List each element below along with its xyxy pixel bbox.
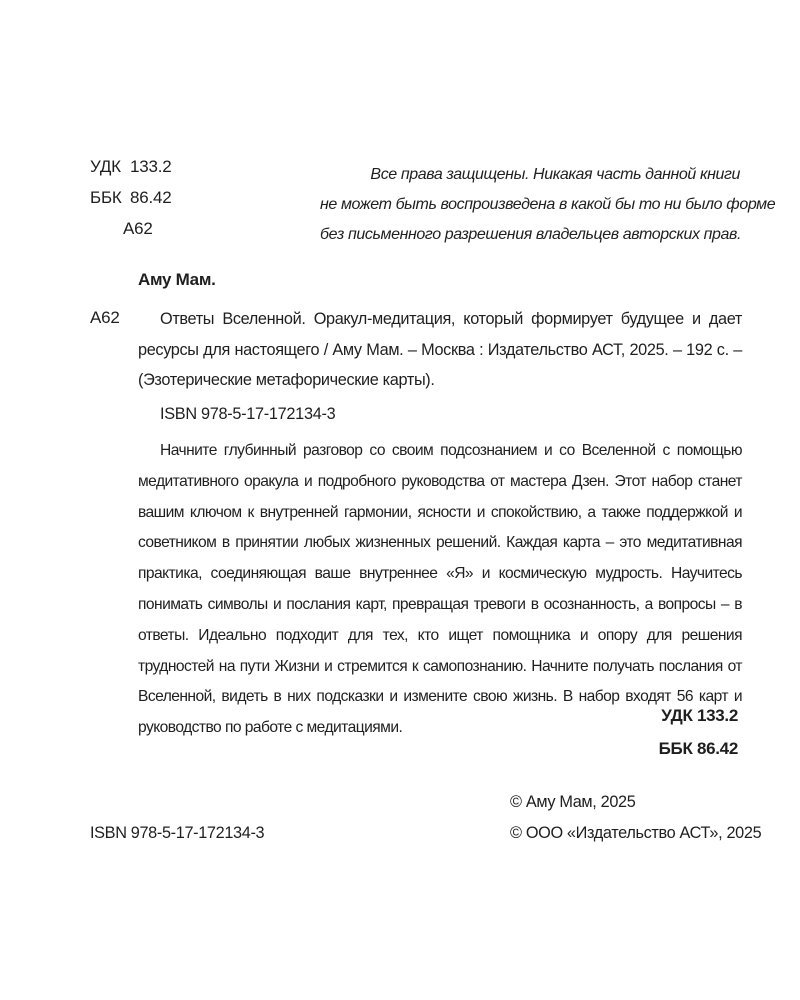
rights-notice-line: Все права защищены. Никакая часть данной книги xyxy=(370,166,740,183)
udk-value: 133.2 xyxy=(130,157,172,176)
copyright-publisher: © ООО «Издательство АСТ», 2025 xyxy=(510,824,762,842)
bbk-code: ББК 86.42 xyxy=(658,739,738,758)
bbk-label: ББК xyxy=(90,188,122,207)
copyright-author: © Аму Мам, 2025 xyxy=(510,793,636,811)
rights-notice xyxy=(320,160,776,250)
footer-isbn: ISBN 978-5-17-172134-3 xyxy=(90,824,265,842)
bibliographic-description: Ответы Вселенной. Оракул-медитация, который формирует будущее и дает ресурсы для настоящего / Аму Мам. – Москва : Издательство АСТ, 2025. – 192 с. – (Эзотерические метафорические карты). xyxy=(138,310,742,389)
rights-notice-line: не может быть воспроизведена в какой бы то ни было форме xyxy=(320,196,776,213)
bbk-value: 86.42 xyxy=(130,188,172,207)
udk-label: УДК xyxy=(90,157,121,176)
entry-sign: А62 xyxy=(90,308,120,327)
entry-isbn: ISBN 978-5-17-172134-3 xyxy=(160,405,336,423)
author-heading: Аму Мам. xyxy=(138,270,216,289)
annotation: Начните глубинный разговор со своим подсознанием и со Вселенной с помощью медитативного оракула и подробного руководства от мастера Дзен. Этот набор станет вашим ключом к внутренней гармонии, ясности и спокойствию, а также поддержкой и советником в принятии любых жизненных решений. Каждая карта – это медитативная практика, соединяющая ваше внутреннее «Я» и космическую мудрость. Научитесь понимать символы и послания карт, превращая тревоги в осознанность, а вопросы – в ответы. Идеально подходит для тех, кто ищет помощника и опору для решения трудностей на пути Жизни и стремится к самопознанию. Начните получать послания от Вселенной, видеть в них подсказки и измените свою жизнь. В набор входят 56 карт и руководство по работе с медитациями. xyxy=(138,442,742,737)
udk-code: УДК 133.2 xyxy=(661,706,738,725)
author-sign: А62 xyxy=(123,219,153,238)
rights-notice-line: без письменного разрешения владельцев авторских прав. xyxy=(320,226,742,243)
